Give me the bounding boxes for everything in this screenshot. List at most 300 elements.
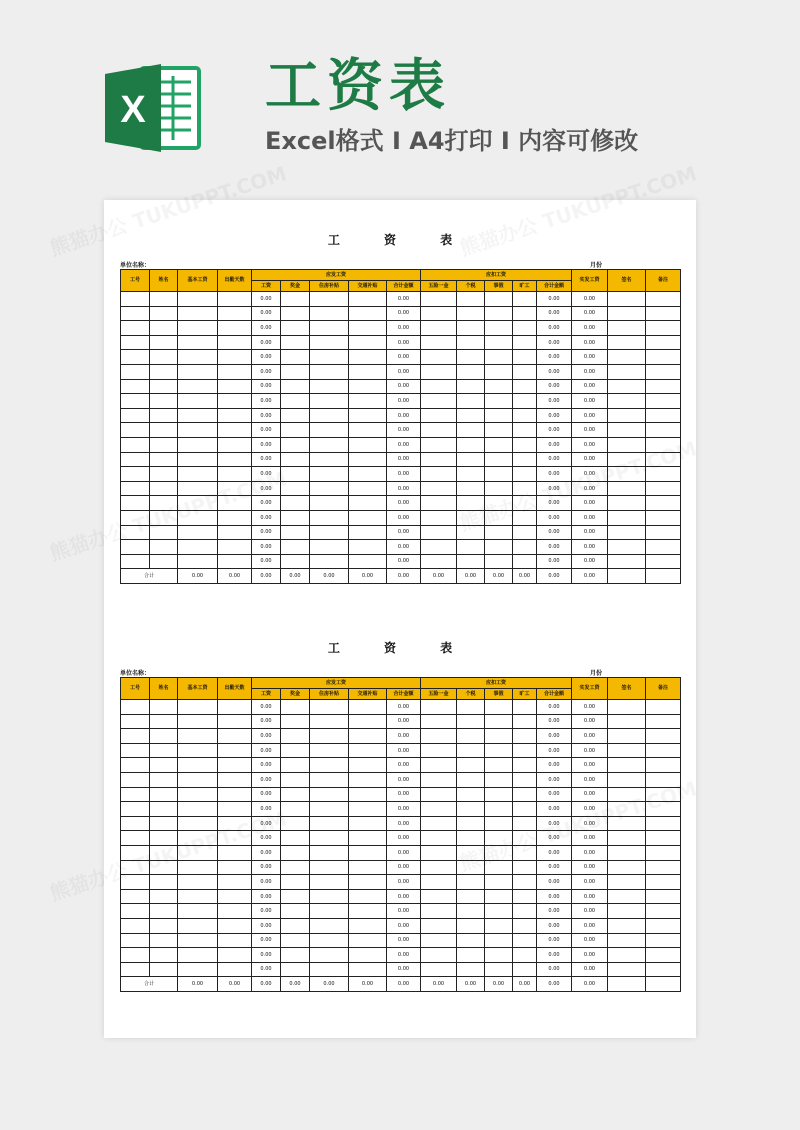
table-cell[interactable] — [310, 350, 349, 365]
amount-cell[interactable]: 0.00 — [387, 510, 421, 525]
table-cell[interactable] — [421, 554, 457, 569]
table-cell[interactable] — [281, 540, 310, 555]
table-cell[interactable] — [218, 875, 252, 890]
table-cell[interactable] — [457, 933, 485, 948]
table-cell[interactable] — [646, 772, 681, 787]
table-cell[interactable] — [281, 831, 310, 846]
table-cell[interactable] — [421, 437, 457, 452]
table-cell[interactable] — [218, 437, 252, 452]
table-cell[interactable] — [608, 948, 646, 963]
table-cell[interactable] — [513, 962, 537, 977]
table-cell[interactable] — [457, 350, 485, 365]
table-cell[interactable] — [608, 306, 646, 321]
table-cell[interactable] — [485, 437, 513, 452]
table-cell[interactable] — [178, 423, 218, 438]
table-cell[interactable] — [457, 772, 485, 787]
table-cell[interactable] — [646, 554, 681, 569]
amount-cell[interactable]: 0.00 — [387, 802, 421, 817]
table-cell[interactable] — [646, 364, 681, 379]
table-cell[interactable] — [349, 802, 387, 817]
amount-cell[interactable]: 0.00 — [387, 437, 421, 452]
table-cell[interactable] — [150, 452, 178, 467]
table-cell[interactable] — [513, 510, 537, 525]
table-cell[interactable] — [457, 540, 485, 555]
table-cell[interactable] — [310, 904, 349, 919]
amount-cell[interactable]: 0.00 — [537, 700, 572, 715]
table-cell[interactable] — [281, 875, 310, 890]
table-cell[interactable] — [281, 787, 310, 802]
table-cell[interactable] — [150, 904, 178, 919]
table-cell[interactable] — [281, 423, 310, 438]
table-cell[interactable] — [646, 467, 681, 482]
table-cell[interactable] — [608, 962, 646, 977]
table-cell[interactable] — [178, 700, 218, 715]
table-cell[interactable] — [281, 306, 310, 321]
total-amount-cell[interactable]: 0.00 — [513, 569, 537, 584]
table-cell[interactable] — [178, 831, 218, 846]
table-cell[interactable] — [646, 729, 681, 744]
amount-cell[interactable]: 0.00 — [537, 729, 572, 744]
table-cell[interactable] — [421, 394, 457, 409]
table-cell[interactable] — [421, 743, 457, 758]
table-cell[interactable] — [485, 787, 513, 802]
table-cell[interactable] — [218, 510, 252, 525]
table-cell[interactable] — [421, 962, 457, 977]
amount-cell[interactable]: 0.00 — [252, 292, 281, 307]
table-cell[interactable] — [646, 743, 681, 758]
table-cell[interactable] — [421, 481, 457, 496]
table-cell[interactable] — [485, 525, 513, 540]
table-cell[interactable] — [608, 889, 646, 904]
table-cell[interactable] — [457, 743, 485, 758]
table-cell[interactable] — [178, 510, 218, 525]
table-cell[interactable] — [121, 802, 150, 817]
table-cell[interactable] — [218, 554, 252, 569]
table-cell[interactable] — [608, 408, 646, 423]
table-cell[interactable] — [150, 714, 178, 729]
table-cell[interactable] — [457, 437, 485, 452]
table-cell[interactable] — [281, 364, 310, 379]
table-cell[interactable] — [121, 379, 150, 394]
table-cell[interactable] — [310, 933, 349, 948]
amount-cell[interactable]: 0.00 — [387, 554, 421, 569]
table-cell[interactable] — [310, 408, 349, 423]
table-cell[interactable] — [218, 860, 252, 875]
table-cell[interactable] — [608, 758, 646, 773]
table-cell[interactable] — [485, 918, 513, 933]
amount-cell[interactable]: 0.00 — [537, 481, 572, 496]
table-cell[interactable] — [218, 423, 252, 438]
amount-cell[interactable]: 0.00 — [572, 306, 608, 321]
table-cell[interactable] — [608, 845, 646, 860]
table-cell[interactable] — [150, 496, 178, 511]
table-cell[interactable] — [485, 554, 513, 569]
table-cell[interactable] — [349, 933, 387, 948]
table-cell[interactable] — [310, 467, 349, 482]
table-cell[interactable] — [218, 335, 252, 350]
amount-cell[interactable]: 0.00 — [572, 758, 608, 773]
table-cell[interactable] — [457, 948, 485, 963]
table-cell[interactable] — [457, 423, 485, 438]
table-cell[interactable] — [457, 962, 485, 977]
table-cell[interactable] — [349, 948, 387, 963]
amount-cell[interactable]: 0.00 — [252, 554, 281, 569]
table-cell[interactable] — [608, 423, 646, 438]
amount-cell[interactable]: 0.00 — [387, 394, 421, 409]
table-cell[interactable] — [150, 962, 178, 977]
table-cell[interactable] — [310, 962, 349, 977]
amount-cell[interactable]: 0.00 — [387, 831, 421, 846]
table-cell[interactable] — [485, 948, 513, 963]
amount-cell[interactable]: 0.00 — [252, 481, 281, 496]
table-cell[interactable] — [457, 758, 485, 773]
table-cell[interactable] — [178, 554, 218, 569]
amount-cell[interactable]: 0.00 — [252, 758, 281, 773]
table-cell[interactable] — [349, 787, 387, 802]
table-cell[interactable] — [150, 408, 178, 423]
table-cell[interactable] — [121, 889, 150, 904]
table-cell[interactable] — [150, 423, 178, 438]
table-cell[interactable] — [485, 379, 513, 394]
amount-cell[interactable]: 0.00 — [572, 948, 608, 963]
total-amount-cell[interactable]: 0.00 — [349, 569, 387, 584]
table-cell[interactable] — [281, 904, 310, 919]
table-cell[interactable] — [150, 525, 178, 540]
table-cell[interactable] — [608, 816, 646, 831]
table-cell[interactable] — [513, 350, 537, 365]
table-cell[interactable] — [421, 379, 457, 394]
amount-cell[interactable]: 0.00 — [252, 510, 281, 525]
table-cell[interactable] — [281, 729, 310, 744]
total-amount-cell[interactable]: 0.00 — [178, 569, 218, 584]
table-cell[interactable] — [457, 816, 485, 831]
table-cell[interactable] — [150, 860, 178, 875]
table-cell[interactable] — [457, 394, 485, 409]
table-cell[interactable] — [421, 452, 457, 467]
table-cell[interactable] — [646, 423, 681, 438]
table-cell[interactable] — [310, 918, 349, 933]
amount-cell[interactable]: 0.00 — [537, 437, 572, 452]
amount-cell[interactable]: 0.00 — [252, 729, 281, 744]
table-cell[interactable] — [218, 394, 252, 409]
table-cell[interactable] — [218, 729, 252, 744]
table-cell[interactable] — [310, 802, 349, 817]
table-cell[interactable] — [150, 554, 178, 569]
table-cell[interactable] — [349, 394, 387, 409]
amount-cell[interactable]: 0.00 — [387, 714, 421, 729]
table-cell[interactable] — [150, 350, 178, 365]
table-cell[interactable] — [150, 379, 178, 394]
table-cell[interactable] — [349, 510, 387, 525]
table-cell[interactable] — [281, 452, 310, 467]
table-cell[interactable] — [310, 714, 349, 729]
table-cell[interactable] — [150, 335, 178, 350]
table-cell[interactable] — [457, 787, 485, 802]
table-cell[interactable] — [150, 787, 178, 802]
table-cell[interactable] — [513, 831, 537, 846]
table-cell[interactable] — [608, 802, 646, 817]
table-cell[interactable] — [608, 554, 646, 569]
table-cell[interactable] — [421, 918, 457, 933]
amount-cell[interactable]: 0.00 — [572, 772, 608, 787]
table-cell[interactable] — [150, 292, 178, 307]
table-cell[interactable] — [513, 758, 537, 773]
table-cell[interactable] — [310, 787, 349, 802]
total-amount-cell[interactable]: 0.00 — [310, 569, 349, 584]
table-cell[interactable] — [178, 714, 218, 729]
table-cell[interactable] — [646, 875, 681, 890]
total-amount-cell[interactable]: 0.00 — [457, 569, 485, 584]
amount-cell[interactable]: 0.00 — [252, 904, 281, 919]
amount-cell[interactable]: 0.00 — [252, 423, 281, 438]
table-cell[interactable] — [150, 831, 178, 846]
amount-cell[interactable]: 0.00 — [537, 845, 572, 860]
amount-cell[interactable]: 0.00 — [572, 860, 608, 875]
table-cell[interactable] — [608, 831, 646, 846]
amount-cell[interactable]: 0.00 — [537, 525, 572, 540]
amount-cell[interactable]: 0.00 — [387, 948, 421, 963]
table-cell[interactable] — [150, 467, 178, 482]
table-cell[interactable] — [421, 714, 457, 729]
table-cell[interactable] — [178, 758, 218, 773]
table-cell[interactable] — [513, 933, 537, 948]
table-cell[interactable] — [178, 918, 218, 933]
table-cell[interactable] — [457, 729, 485, 744]
table-cell[interactable] — [349, 408, 387, 423]
table-cell[interactable] — [349, 540, 387, 555]
table-cell[interactable] — [349, 437, 387, 452]
total-amount-cell[interactable]: 0.00 — [537, 569, 572, 584]
amount-cell[interactable]: 0.00 — [252, 306, 281, 321]
table-cell[interactable] — [178, 379, 218, 394]
table-cell[interactable] — [457, 875, 485, 890]
table-cell[interactable] — [608, 875, 646, 890]
table-cell[interactable] — [178, 540, 218, 555]
table-cell[interactable] — [485, 758, 513, 773]
table-cell[interactable] — [421, 364, 457, 379]
table-cell[interactable] — [218, 918, 252, 933]
amount-cell[interactable]: 0.00 — [572, 787, 608, 802]
table-cell[interactable] — [485, 831, 513, 846]
table-cell[interactable] — [485, 350, 513, 365]
table-cell[interactable] — [178, 467, 218, 482]
table-cell[interactable] — [310, 948, 349, 963]
amount-cell[interactable]: 0.00 — [387, 860, 421, 875]
table-cell[interactable] — [150, 306, 178, 321]
table-cell[interactable] — [608, 467, 646, 482]
table-cell[interactable] — [178, 787, 218, 802]
table-cell[interactable] — [218, 540, 252, 555]
table-cell[interactable] — [646, 525, 681, 540]
table-cell[interactable] — [310, 845, 349, 860]
table-cell[interactable] — [281, 948, 310, 963]
amount-cell[interactable]: 0.00 — [537, 904, 572, 919]
amount-cell[interactable]: 0.00 — [537, 452, 572, 467]
table-cell[interactable] — [485, 408, 513, 423]
table-cell[interactable] — [485, 933, 513, 948]
table-cell[interactable] — [608, 860, 646, 875]
table-cell[interactable] — [218, 700, 252, 715]
table-cell[interactable] — [513, 816, 537, 831]
table-cell[interactable] — [513, 700, 537, 715]
table-cell[interactable] — [121, 787, 150, 802]
table-cell[interactable] — [310, 437, 349, 452]
table-cell[interactable] — [218, 889, 252, 904]
table-cell[interactable] — [150, 948, 178, 963]
amount-cell[interactable]: 0.00 — [252, 816, 281, 831]
table-cell[interactable] — [150, 321, 178, 336]
table-cell[interactable] — [457, 379, 485, 394]
table-cell[interactable] — [218, 525, 252, 540]
table-cell[interactable] — [608, 700, 646, 715]
table-cell[interactable] — [646, 962, 681, 977]
table-cell[interactable] — [485, 540, 513, 555]
table-cell[interactable] — [281, 481, 310, 496]
table-cell[interactable] — [646, 977, 681, 992]
amount-cell[interactable]: 0.00 — [252, 350, 281, 365]
table-cell[interactable] — [218, 831, 252, 846]
table-cell[interactable] — [608, 525, 646, 540]
table-cell[interactable] — [485, 743, 513, 758]
table-cell[interactable] — [485, 292, 513, 307]
table-cell[interactable] — [421, 467, 457, 482]
table-cell[interactable] — [218, 787, 252, 802]
amount-cell[interactable]: 0.00 — [537, 816, 572, 831]
amount-cell[interactable]: 0.00 — [537, 831, 572, 846]
table-cell[interactable] — [150, 845, 178, 860]
table-cell[interactable] — [178, 496, 218, 511]
table-cell[interactable] — [121, 904, 150, 919]
table-cell[interactable] — [310, 540, 349, 555]
table-cell[interactable] — [608, 714, 646, 729]
table-cell[interactable] — [121, 292, 150, 307]
table-cell[interactable] — [513, 540, 537, 555]
amount-cell[interactable]: 0.00 — [572, 292, 608, 307]
table-cell[interactable] — [513, 714, 537, 729]
amount-cell[interactable]: 0.00 — [572, 525, 608, 540]
table-cell[interactable] — [457, 802, 485, 817]
table-cell[interactable] — [457, 889, 485, 904]
amount-cell[interactable]: 0.00 — [572, 481, 608, 496]
table-cell[interactable] — [218, 379, 252, 394]
table-cell[interactable] — [349, 321, 387, 336]
table-cell[interactable] — [513, 845, 537, 860]
table-cell[interactable] — [421, 335, 457, 350]
table-cell[interactable] — [178, 321, 218, 336]
table-cell[interactable] — [349, 860, 387, 875]
table-cell[interactable] — [608, 379, 646, 394]
table-cell[interactable] — [513, 889, 537, 904]
table-cell[interactable] — [646, 948, 681, 963]
table-cell[interactable] — [646, 933, 681, 948]
amount-cell[interactable]: 0.00 — [252, 379, 281, 394]
amount-cell[interactable]: 0.00 — [252, 933, 281, 948]
table-cell[interactable] — [646, 306, 681, 321]
table-cell[interactable] — [646, 889, 681, 904]
table-cell[interactable] — [281, 467, 310, 482]
amount-cell[interactable]: 0.00 — [537, 714, 572, 729]
table-cell[interactable] — [608, 292, 646, 307]
amount-cell[interactable]: 0.00 — [387, 729, 421, 744]
table-cell[interactable] — [310, 525, 349, 540]
table-cell[interactable] — [349, 452, 387, 467]
amount-cell[interactable]: 0.00 — [387, 481, 421, 496]
table-cell[interactable] — [646, 700, 681, 715]
table-cell[interactable] — [608, 496, 646, 511]
table-cell[interactable] — [485, 816, 513, 831]
table-cell[interactable] — [457, 860, 485, 875]
table-cell[interactable] — [646, 816, 681, 831]
table-cell[interactable] — [281, 743, 310, 758]
table-cell[interactable] — [513, 729, 537, 744]
amount-cell[interactable]: 0.00 — [572, 350, 608, 365]
amount-cell[interactable]: 0.00 — [537, 350, 572, 365]
table-cell[interactable] — [457, 321, 485, 336]
table-cell[interactable] — [178, 904, 218, 919]
table-cell[interactable] — [646, 481, 681, 496]
table-cell[interactable] — [218, 802, 252, 817]
table-cell[interactable] — [646, 904, 681, 919]
table-cell[interactable] — [457, 918, 485, 933]
total-amount-cell[interactable]: 0.00 — [537, 977, 572, 992]
total-amount-cell[interactable]: 0.00 — [485, 569, 513, 584]
table-cell[interactable] — [349, 845, 387, 860]
table-cell[interactable] — [421, 875, 457, 890]
table-cell[interactable] — [310, 758, 349, 773]
amount-cell[interactable]: 0.00 — [252, 860, 281, 875]
table-cell[interactable] — [349, 423, 387, 438]
table-cell[interactable] — [421, 496, 457, 511]
table-cell[interactable] — [349, 350, 387, 365]
table-cell[interactable] — [349, 816, 387, 831]
table-cell[interactable] — [121, 437, 150, 452]
table-cell[interactable] — [310, 335, 349, 350]
table-cell[interactable] — [485, 700, 513, 715]
table-cell[interactable] — [150, 743, 178, 758]
amount-cell[interactable]: 0.00 — [252, 831, 281, 846]
table-cell[interactable] — [349, 496, 387, 511]
table-cell[interactable] — [421, 772, 457, 787]
table-cell[interactable] — [281, 860, 310, 875]
amount-cell[interactable]: 0.00 — [252, 918, 281, 933]
table-cell[interactable] — [310, 496, 349, 511]
table-cell[interactable] — [121, 525, 150, 540]
table-cell[interactable] — [281, 335, 310, 350]
table-cell[interactable] — [121, 860, 150, 875]
total-amount-cell[interactable]: 0.00 — [178, 977, 218, 992]
table-cell[interactable] — [218, 496, 252, 511]
table-cell[interactable] — [349, 714, 387, 729]
table-cell[interactable] — [281, 758, 310, 773]
table-cell[interactable] — [281, 700, 310, 715]
table-cell[interactable] — [608, 481, 646, 496]
table-cell[interactable] — [218, 292, 252, 307]
table-cell[interactable] — [281, 394, 310, 409]
table-cell[interactable] — [218, 948, 252, 963]
table-cell[interactable] — [121, 743, 150, 758]
table-cell[interactable] — [485, 889, 513, 904]
table-cell[interactable] — [178, 845, 218, 860]
table-cell[interactable] — [513, 335, 537, 350]
table-cell[interactable] — [646, 714, 681, 729]
amount-cell[interactable]: 0.00 — [387, 743, 421, 758]
table-cell[interactable] — [178, 292, 218, 307]
amount-cell[interactable]: 0.00 — [572, 933, 608, 948]
table-cell[interactable] — [121, 758, 150, 773]
amount-cell[interactable]: 0.00 — [387, 408, 421, 423]
table-cell[interactable] — [121, 364, 150, 379]
table-cell[interactable] — [349, 831, 387, 846]
